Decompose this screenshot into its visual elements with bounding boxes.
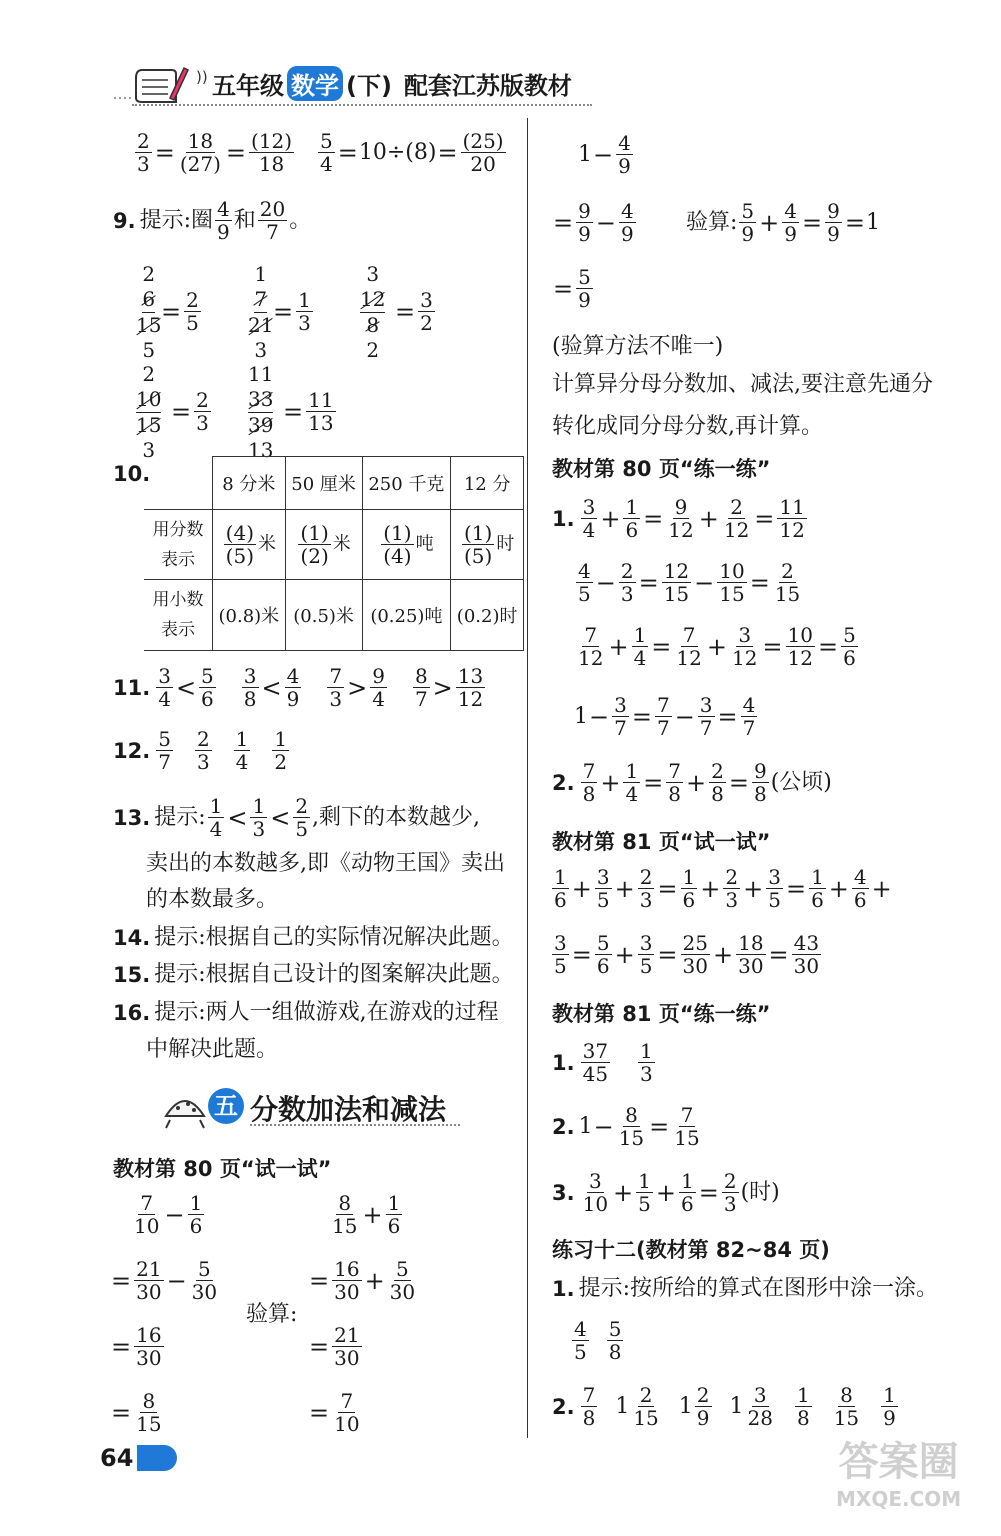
fraction: $\frac{2}{3}$ (196, 727, 210, 774)
fraction: $\frac{2}{15}$ (633, 1383, 659, 1430)
fraction: $\frac{3}{12}$ (731, 623, 758, 670)
fraction: $\frac{7}{8}$ (582, 1383, 596, 1430)
calc-row (110, 1324, 166, 1369)
fraction: $\frac{11}{13}$ (308, 388, 334, 435)
operator: = (571, 940, 592, 969)
question-10-label: 10. (113, 462, 151, 486)
operator: = (651, 632, 672, 661)
question-9: 9. 提示:圈 $\frac{4}{9}$ 和 $\frac{20}{7}$ 。 (113, 197, 312, 244)
practice-81-q3: 3. $\frac{3}{10}$ + $\frac{1}{5}$ + $\frac{1}{6}$ = $\frac{2}{3}$ (时) (552, 1169, 780, 1216)
fraction: $\frac{2}{3}$ (196, 388, 209, 435)
fraction: $\frac{3}{5}$ (768, 865, 781, 912)
fraction: $\frac{1}{6}$ (625, 495, 639, 542)
reduction-item: 3 12 8 2 (360, 262, 386, 362)
fraction: $\frac{7}{8}$ (582, 759, 596, 806)
fraction: $\frac{5}{30}$ (389, 1257, 416, 1304)
fraction: $\frac{16}{30}$ (334, 1257, 360, 1304)
operator: + (614, 940, 635, 969)
fraction: $\frac{7}{7}$ (656, 693, 670, 740)
operator: = (111, 1398, 132, 1427)
fraction: $\frac{5}{7}$ (158, 727, 171, 774)
operator: + (364, 1266, 385, 1295)
fraction: $\frac{5}{6}$ (843, 623, 856, 670)
operator: + (712, 940, 734, 969)
operator: + (700, 874, 721, 903)
comparison (240, 665, 304, 710)
question-10-table (144, 456, 524, 650)
question-12: 12. $\frac{5}{7}$ $\frac{2}{3}$ $\frac{1}{4}$ $\frac{1}{2}$ (113, 727, 288, 774)
section-try-80: 教材第 80 页“试一试” (113, 1157, 332, 1181)
fraction: $\frac{2}{12}$ (723, 495, 750, 542)
calc-row (110, 1390, 166, 1435)
fraction: $\frac{10}{12}$ (787, 623, 813, 670)
fraction: $\frac{4}{5}$ (578, 559, 591, 606)
try-81-line-1 (550, 866, 893, 911)
operator: = (395, 297, 416, 326)
fraction: $\frac{1}{9}$ (883, 1383, 896, 1430)
section-practice-80: 教材第 80 页“练一练” (552, 457, 771, 481)
question-15: 15. 提示:根据自己设计的图案解决此题。 (113, 962, 514, 987)
fraction: $\frac{3}{10}$ (582, 1169, 609, 1216)
reduction-item: 2 10 15 3 (136, 362, 162, 462)
operator: − (694, 568, 715, 597)
unit-title (160, 1082, 480, 1134)
operator: − (595, 568, 616, 597)
operator: + (362, 1200, 383, 1229)
fraction: $\frac{3}{5}$ (639, 931, 653, 978)
fraction: $\frac{3}{5}$ (554, 931, 567, 978)
operator: + (743, 874, 764, 903)
fraction: $\frac{2}{9}$ (696, 1383, 710, 1430)
operator: = (643, 768, 664, 797)
calc-row (110, 1258, 221, 1303)
fraction: $\frac{3}{28}$ (747, 1383, 773, 1430)
operator: = (717, 702, 738, 731)
question-11: 11. $\frac{3}{4}$ < $\frac{5}{6}$ $\frac{3}{8}$ < $\frac{4}{9}$ $\frac{7}{3}$ > $\frac{9}{4}$ $\frac{8}{7}$ > $\frac{13}{12}$ (113, 665, 487, 710)
fraction: $\frac{8}{15}$ (332, 1191, 358, 1238)
operator: = (643, 504, 664, 533)
operator: + (686, 768, 707, 797)
practice-80-line-4: 1 − $\frac{3}{7}$ = $\frac{7}{7}$ − $\frac{3}{7}$ = $\frac{4}{7}$ (574, 693, 756, 740)
table-row: 用分数 表示 $\frac{(4)}{(5)}$ 米 $\frac{(1)}{(2)}$ 米 $\frac{(1)}{(4)}$ 吨 $\frac{(1)}{(5)}$ 时 (144, 510, 524, 580)
fraction: $\frac{2}{3}$ (725, 865, 739, 912)
fraction: $\frac{5}{6}$ (596, 931, 610, 978)
exercise-12-q1: 1. 提示:按所给的算式在图形中涂一涂。 (552, 1276, 939, 1301)
operator: + (614, 874, 635, 903)
fraction: $\frac{7}{10}$ (334, 1389, 360, 1436)
fraction: $\frac{3}{7}$ (614, 693, 627, 740)
fraction: $\frac{43}{30}$ (793, 931, 820, 978)
fraction: $\frac{18}{30}$ (738, 931, 764, 978)
fraction: $\frac{3}{4}$ (158, 664, 171, 711)
operator: + (698, 504, 719, 533)
section-exercise-12: 练习十二(教材第 82~84 页) (552, 1238, 830, 1262)
operator: + (600, 504, 621, 533)
header-volume: (下) (346, 72, 392, 100)
fraction: $\frac{3}{8}$ (243, 664, 257, 711)
operator: = (111, 1266, 132, 1295)
fraction: $\frac{3}{4}$ (582, 495, 596, 542)
operator: < (261, 673, 282, 702)
fraction: $\frac{7}{8}$ (668, 759, 682, 806)
reduction-item: 11 33 39 13 (248, 362, 274, 462)
fraction: $\frac{1}{6}$ (682, 865, 696, 912)
right-calc-2: = $\frac{9}{9}$ − $\frac{4}{9}$ (553, 199, 634, 246)
calc-row (308, 1324, 364, 1369)
mixed-number: 1 $\frac{2}{15}$ (615, 1383, 659, 1430)
section-try-81: 教材第 81 页“试一试” (552, 830, 771, 854)
question-13-line3: 的本数最多。 (146, 887, 279, 912)
fraction: $\frac{1}{8}$ (796, 1383, 810, 1430)
reduction-result (272, 289, 315, 334)
table-row: 用小数 表示 (0.8)米 (0.5)米 (0.25)吨 (0.2)时 (144, 580, 524, 650)
fraction: $\frac{9}{12}$ (668, 495, 694, 542)
fraction: $\frac{1}{6}$ (189, 1191, 203, 1238)
fraction: $\frac{8}{15}$ (833, 1383, 860, 1430)
reduction-item: 2 6 15 5 (136, 262, 162, 362)
fraction: $\frac{2}{3}$ (620, 559, 634, 606)
fraction: $\frac{3}{2}$ (420, 288, 433, 335)
fraction: $\frac{1}{6}$ (811, 865, 824, 912)
operator: + (706, 632, 727, 661)
fraction: $\frac{4}{9}$ (286, 664, 300, 711)
try-81-line-2 (550, 932, 823, 977)
operator: − (166, 1266, 187, 1295)
top-equation-2: $\frac{5}{4}$ = 10÷(8) = $\frac{(25)}{20}$ (320, 129, 504, 176)
fraction: $\frac{13}{12}$ (457, 664, 484, 711)
operator: = (749, 568, 770, 597)
operator: = (657, 874, 678, 903)
practice-80-line-2 (574, 560, 804, 605)
table-row: 8 分米 50 厘米 250 千克 12 分 (144, 457, 524, 510)
operator: + (655, 1178, 676, 1207)
page-number: 64 (100, 1444, 134, 1472)
fraction: $\frac{2}{3}$ (639, 865, 653, 912)
calc-row (328, 1192, 404, 1237)
unit-title-text: 分数加法和减法 (250, 1093, 447, 1126)
reduction-result (170, 389, 213, 434)
operator: − (674, 702, 695, 731)
operator: = (817, 632, 839, 661)
exercise-12-q2: 2. $\frac{7}{8}$ 1 $\frac{2}{15}$ 1 $\frac{2}{9}$ 1 $\frac{3}{28}$ $\frac{1}{8}$ $\frac{8}{15}$ $\frac{1}{9}$ (552, 1384, 900, 1429)
operator: = (161, 297, 182, 326)
fraction: $\frac{8}{15}$ (136, 1389, 162, 1436)
operator: = (631, 702, 652, 731)
operator: + (613, 1178, 634, 1207)
fraction: $\frac{5}{30}$ (191, 1257, 218, 1304)
operator: = (728, 768, 749, 797)
right-calc-1: 1 − $\frac{4}{9}$ (578, 131, 631, 178)
calc-row (130, 1192, 206, 1237)
calc-row (308, 1258, 419, 1303)
operator: + (828, 874, 849, 903)
operator: = (111, 1332, 132, 1361)
fraction: $\frac{11}{12}$ (779, 495, 805, 542)
fraction: $\frac{9}{8}$ (753, 759, 767, 806)
operator: = (283, 397, 304, 426)
fraction: $\frac{1}{4}$ (633, 623, 647, 670)
fraction: $\frac{7}{10}$ (134, 1191, 160, 1238)
page-tab-icon (137, 1445, 177, 1471)
mixed-number (879, 1384, 900, 1429)
note-3: 转化成同分母分数,再计算。 (552, 414, 823, 439)
fraction: $\frac{1}{6}$ (387, 1191, 401, 1238)
right-calc-3: = $\frac{5}{9}$ (553, 265, 591, 312)
fraction: $\frac{7}{12}$ (578, 623, 604, 670)
header-subject: 数学 (287, 66, 343, 101)
scroll-pencil-icon (112, 62, 192, 106)
fraction: $\frac{7}{12}$ (676, 623, 702, 670)
fraction: $\frac{7}{3}$ (329, 664, 343, 711)
question-16: 16. 提示:两人一组做游戏,在游戏的过程 (113, 1000, 499, 1025)
practice-81-q1: 1. $\frac{37}{45}$ $\frac{1}{3}$ (552, 1039, 653, 1086)
verify-label-left: 验算: (246, 1302, 298, 1327)
practice-80-q2: 2. $\frac{7}{8}$ + $\frac{1}{4}$ = $\frac{7}{8}$ + $\frac{2}{8}$ = $\frac{9}{8}$ (公顷) (552, 759, 832, 806)
fraction: $\frac{10}{15}$ (719, 559, 745, 606)
fraction: $\frac{9}{4}$ (372, 664, 385, 711)
operator: > (432, 673, 453, 702)
unit-badge: 五 (208, 1088, 244, 1124)
fraction: $\frac{1}{3}$ (298, 288, 311, 335)
right-verify: 验算: $\frac{5}{9}$ + $\frac{4}{9}$ = $\frac{9}{9}$ = 1 (686, 199, 880, 246)
question-13: 13. 提示: $\frac{1}{4}$ < $\frac{1}{3}$ < $\frac{2}{5}$ ,剩下的本数越少, (113, 794, 481, 841)
operator: = (273, 297, 294, 326)
exercise-12-q1-fractions: $\frac{4}{5}$ $\frac{5}{8}$ (574, 1317, 622, 1364)
operator: = (638, 568, 659, 597)
reduction-result (282, 389, 338, 434)
fraction: $\frac{8}{7}$ (414, 664, 428, 711)
fraction: $\frac{2}{15}$ (774, 559, 801, 606)
operator: − (164, 1200, 185, 1229)
fraction: $\frac{12}{15}$ (663, 559, 690, 606)
note-1: (验算方法不唯一) (552, 334, 724, 359)
mixed-number: 1 $\frac{2}{9}$ (678, 1383, 710, 1430)
mixed-number (830, 1384, 863, 1429)
operator: = (762, 632, 783, 661)
question-14: 14. 提示:根据自己的实际情况解决此题。 (113, 925, 514, 950)
question-16-line2: 中解决此题。 (146, 1037, 279, 1062)
fraction: $\frac{4}{6}$ (853, 865, 867, 912)
operator: + (571, 874, 592, 903)
practice-81-q2: 2. 1 − $\frac{8}{15}$ = $\frac{7}{15}$ (552, 1103, 700, 1150)
header-edition: 配套江苏版教材 (403, 72, 572, 100)
operator: = (754, 504, 775, 533)
operator: + (871, 874, 892, 903)
fraction: $\frac{1}{5}$ (638, 1169, 651, 1216)
operator: = (785, 874, 807, 903)
note-2: 计算异分母分数加、减法,要注意先通分 (552, 372, 933, 397)
header-grade: 五年级 (212, 72, 284, 100)
operator: + (600, 768, 621, 797)
watermark: 答案圈 MXQE.COM (836, 1439, 962, 1511)
comparison (325, 665, 389, 710)
fraction: $\frac{4}{7}$ (742, 693, 756, 740)
question-13-line2: 卖出的本数越多,即《动物王国》卖出 (146, 851, 505, 876)
top-equation-1: $\frac{2}{3}$ = $\frac{18}{(27)}$ = $\frac{(12)}{18}$ (137, 129, 293, 176)
operator: = (309, 1398, 330, 1427)
comparison (154, 665, 218, 710)
section-practice-81: 教材第 81 页“练一练” (552, 1002, 771, 1026)
page-number-tab (100, 1438, 177, 1478)
practice-80-line-1: 1. $\frac{3}{4}$ + $\frac{1}{6}$ = $\frac{9}{12}$ + $\frac{2}{12}$ = $\frac{11}{12}$ (552, 495, 805, 542)
mixed-number (579, 1384, 600, 1429)
fraction: $\frac{1}{4}$ (235, 727, 249, 774)
operator: = (698, 1178, 719, 1207)
fraction: $\frac{21}{30}$ (334, 1323, 360, 1370)
operator: = (309, 1266, 330, 1295)
fraction: $\frac{2}{3}$ (723, 1169, 737, 1216)
reduction-item: 1 7 21 3 (248, 262, 274, 362)
operator: = (309, 1332, 330, 1361)
watermelon-mascot-icon (160, 1082, 210, 1132)
fraction: $\frac{1}{2}$ (274, 727, 288, 774)
operator: = (657, 940, 678, 969)
fraction: $\frac{25}{30}$ (682, 931, 708, 978)
reduction-result (394, 289, 437, 334)
header: )) 五年级 数学 (下) 配套江苏版教材 (112, 62, 592, 106)
fraction: $\frac{1}{4}$ (625, 759, 639, 806)
reduction-result (160, 289, 203, 334)
operator: > (347, 673, 368, 702)
fraction: $\frac{3}{7}$ (699, 693, 713, 740)
fraction: $\frac{1}{6}$ (681, 1169, 694, 1216)
operator: = (171, 397, 192, 426)
fraction: $\frac{2}{5}$ (186, 288, 199, 335)
mixed-number: 1 $\frac{3}{28}$ (729, 1383, 773, 1430)
fraction: $\frac{16}{30}$ (136, 1323, 162, 1370)
comparison (411, 665, 487, 710)
fraction: $\frac{21}{30}$ (136, 1257, 162, 1304)
column-divider (527, 118, 528, 1438)
fraction: $\frac{3}{5}$ (596, 865, 610, 912)
mixed-number (793, 1384, 814, 1429)
fraction: $\frac{1}{6}$ (554, 865, 567, 912)
fraction: $\frac{5}{6}$ (201, 664, 214, 711)
operator: + (608, 632, 629, 661)
operator: = (768, 940, 789, 969)
fraction: $\frac{2}{8}$ (711, 759, 724, 806)
calc-row (308, 1390, 364, 1435)
practice-80-line-3 (574, 624, 860, 669)
operator: < (175, 673, 197, 702)
